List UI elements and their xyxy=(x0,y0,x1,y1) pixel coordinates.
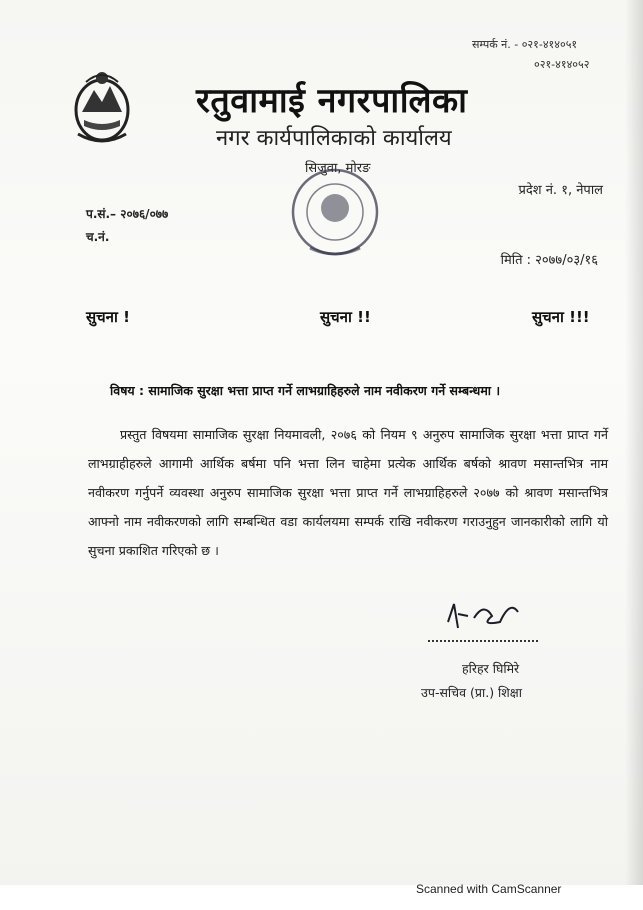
letter-number: प.सं.– २०७६/०७७ xyxy=(86,207,169,221)
notice-heading-left: सुचना ! xyxy=(86,308,130,326)
signatory-name: हरिहर घिमिरे xyxy=(462,661,520,676)
dispatch-number: च.नं. xyxy=(86,230,110,244)
subject-line: विषय : सामाजिक सुरक्षा भत्ता प्राप्त गर्ने लाभग्राहिहरुले नाम नवीकरण गर्ने सम्बन्धमा । xyxy=(110,383,501,398)
handwritten-signature xyxy=(440,592,540,642)
page-edge-shadow xyxy=(625,0,643,885)
office-seal-stamp xyxy=(280,160,390,270)
province-label: प्रदेश नं. १, नेपाल xyxy=(518,183,603,198)
municipality-title: रतुवामाई नगरपालिका xyxy=(196,81,468,121)
nepal-emblem-icon xyxy=(72,68,132,148)
signature-line xyxy=(428,640,538,642)
office-address: सिजुवा, मोरङ xyxy=(305,161,371,176)
notice-heading-right: सुचना !!! xyxy=(532,308,590,326)
letter-date: मिति : २०७७/०३/१६ xyxy=(500,253,598,268)
notice-body: प्रस्तुत विषयमा सामाजिक सुरक्षा नियमावली, २०७६ को नियम ९ अनुरुप सामाजिक सुरक्षा भत्ता प्राप्त गर्ने लाभग्राहीहरुले आगामी आर्थिक बर्षमा पनि भत्ता लिन चाहेमा प्रत्येक आर्थिक बर्षको श्रावण मसान्तभित्र नाम नवीकरण गर्नुपर्ने व्यवस्था अनुरुप सामाजिक सुरक्षा भत्ता प्राप्त गर्ने लाभग्राहिहरुले २०७७ को श्रावण मसान्तभित्र आफ्नो नाम नवीकरणको लागि सम्बन्धित वडा कार्यलयमा सम्पर्क राखि नवीकरण गराउनुहुन जानकारीको लागि यो सुचना प्रकाशित गरिएको छ । xyxy=(88,427,608,558)
scanner-watermark: Scanned with CamScanner xyxy=(416,882,562,896)
notice-heading-center: सुचना !! xyxy=(320,308,371,326)
office-subtitle: नगर कार्यपालिकाको कार्यालय xyxy=(216,126,452,151)
contact-line-1: सम्पर्क नं. - ०२१-४१४०५१ xyxy=(472,38,578,51)
signatory-designation: उप-सचिव (प्रा.) शिक्षा xyxy=(421,685,522,700)
contact-line-2: ०२१-४१४०५२ xyxy=(534,58,590,71)
